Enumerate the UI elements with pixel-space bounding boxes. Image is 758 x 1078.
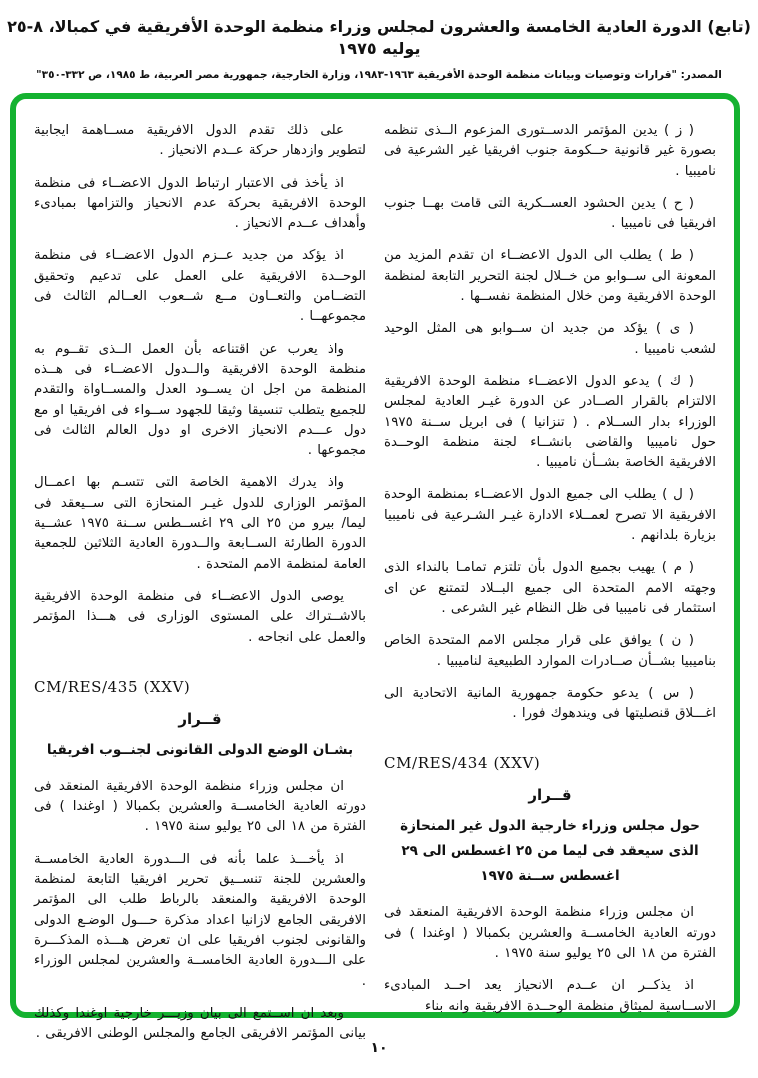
resolution-code: CM/RES/435 (XXV) (34, 677, 191, 696)
resolution-heading: قــرار (178, 709, 222, 728)
resolution-title (384, 814, 716, 889)
paragraph: ( ى ) يؤكد من جديد ان ســوابو هى المثل الوحيد لشعب ناميبيا . (384, 321, 716, 357)
header-title: (تابع) الدورة العادية الخامسة والعشرون لمجلس وزراء منظمة الوحدة الأفريقية في كمبالا، ٨-٢٥ يوليه ١٩٧٥ (7, 17, 751, 58)
paragraph: واذ يعرب عن اقتناعه بأن العمل الــذى تقــوم به منظمة الوحدة الافريقية والــدول الاعضــاء فى هــذه المنظمة من اجل ان يســود العدل والمســاواة والتقدم للجميع يتطلب تنسيقا وثيقا للجهود ســواء فى افريقيا او مع دول عـــدم الانحياز الاخرى او دول العالم الثالث فى مجموعها . (34, 341, 366, 459)
paragraph: ( ح ) يدين الحشود العســكرية التى قامت بهــا جنوب افريقيا فى ناميبيا . (384, 195, 716, 232)
paragraph: اذ يأخـــذ علما بأنه فى الـــدورة العادية الخامســة والعشرين للجنة تنســيق تحرير افريقيا التابعة لمنظمة الوحدة الافريقية والمنعقد بالرباط طلب الى المؤتمر الافريقى الجامع لازانيا اعداد مذكرة حـــول الوضـع الدولى والقانونى لجنوب افريقيا على ان تعرض هـــذه المذكـــرة على الـــدورة العادية الخامســة والعشرين لمجلس الوزراء . (34, 851, 366, 989)
header-source: المصدر: "قرارات وتوصيات وبيانات منظمة الوحدة الأفريقية ١٩٦٣-١٩٨٣، وزارة الخارجية، جمهورية مصر العربية، ط ١٩٨٥، ص ٣٣٢-٣٥٠" (36, 69, 722, 81)
paragraph: على ذلك تقدم الدول الافريقية مســاهمة ايجابية لتطوير وازدهار حركة عــدم الانحياز . (34, 123, 366, 159)
paragraph: اذ يأخذ فى الاعتبار ارتباط الدول الاعضــاء فى منظمة الوحدة الافريقية بحركة عدم الانحياز والتزامها بمبادىء وأهداف عــدم الانحياز . (34, 175, 366, 232)
paragraph: ( ن ) يوافق على قرار مجلس الامم المتحدة الخاص بناميبيا بشــأن صــادرات الموارد الطبيعية لناميبيا . (384, 633, 716, 669)
paragraph: ( ز ) يدين المؤتمر الدســتورى المزعوم الــذى تنظمه بصورة غير قانونية حــكومة جنوب افريقيا غير الشرعية فى ناميبيا . (384, 123, 716, 179)
green-border-frame (10, 93, 740, 1042)
paragraph: ( ط ) يطلب الى الدول الاعضــاء ان تقدم المزيد من المعونة الى ســوابو من خــلال لجنة التحرير التابعة لمنظمة الوحدة الافريقية ومن خلال المنظمة نفســها . (384, 248, 716, 305)
paragraph: يوصى الدول الاعضــاء فى منظمة الوحدة الافريقية بالاشــتراك على المستوى الوزارى فى هـــذا المؤتمر والعمل على انجاحه . (34, 588, 366, 645)
page-number: ١٠ (370, 1040, 388, 1056)
paragraph: اذ يؤكد من جديد عــزم الدول الاعضــاء فى منظمة الوحــدة الافريقية على العمل على تدعيم وتحقيق التضــامن والتعــاون مــع شــعوب العــالم الثالث فى مجموعهــا . (34, 248, 366, 325)
paragraph: ان مجلس وزراء منظمة الوحدة الافريقية المنعقد فى دورته العادية الخامســة والعشرين بكمبالا ( اوغندا ) فى الفترة من ١٨ الى ٢٥ يوليو سنة ١٩٧٥ . (34, 778, 366, 835)
paragraph: وبعد ان اســتمع الى بيان وزيـــر خارجية اوغندا وكذلك بيانى المؤتمر الافريقى الجامع والمجلس الوطنى الافريقى . (34, 1005, 366, 1042)
paragraph: ان مجلس وزراء منظمة الوحدة الافريقية المنعقد فى دورته العادية الخامســة والعشرين بكمبالا ( اوغندا ) فى الفترة من ١٨ الى ٢٥ يوليو سنة ١٩٧٥ . (384, 905, 716, 962)
paragraph: ( ك ) يدعو الدول الاعضــاء منظمة الوحدة الافريقية الالتزام بالقرار الصــادر عن الدورة غيـر العادية لمجلس الوزراء بدار الســلام . ( تنزانيا ) فى ابريل ســنة ١٩٧٥ حول ناميبيا والقاضى بانشــاء لجنة منظمة الوحــدة الافريقية الخاصة بشــأن ناميبيا . (384, 373, 716, 471)
resolution-code: CM/RES/434 (XXV) (384, 754, 541, 773)
two-column-layout (30, 121, 716, 1042)
paragraph: ( س ) يدعو حكومة جمهورية المانية الاتحادية الى اغـــلاق قنصليتها فى ويندهوك فورا . (384, 685, 716, 722)
paragraph: اذ يذكــر ان عــدم الانحياز يعد احــد المبادىء الاســاسية لميثاق منظمة الوحــدة الافريقية وانه بناء (384, 978, 716, 1014)
resolution-heading: قــرار (528, 786, 572, 805)
resolution-title-line: حول مجلس وزراء خارجية الدول غير المنحازة (400, 818, 700, 835)
resolution-title-line: الذى سيعقد فى ليما من ٢٥ اغسطس الى ٢٩ (401, 843, 699, 860)
paragraph: ( ل ) يطلب الى جميع الدول الاعضــاء بمنظمة الوحدة الافريقية الا تصرح لعمــلاء الادارة غيـر الشـرعية فى ناميبيا بزيارة بلدانهم . (384, 487, 716, 544)
right-column (384, 121, 716, 1014)
resolution-title: بشـان الوضع الدولى القانونى لجنــوب افريقيا (46, 741, 354, 758)
resolution-title-line: اغسطس ســنة ١٩٧٥ (480, 868, 620, 885)
page-header (6, 16, 752, 82)
paragraph: ( م ) يهيب بجميع الدول بأن تلتزم تمامـا بالنداء الذى وجهته الامم المتحدة الى جميع البــلاد لتمتنع عن اى استثمار فى ناميبيا فى ظل النظام غير الشرعى . (384, 560, 716, 616)
paragraph: واذ يدرك الاهمية الخاصة التى تتسـم بها اعمــال المؤتمر الوزارى للدول غيـر المنحازة التى ســيعقد فى ليما/ بيرو من ٢٥ الى ٢٩ اغســطس ســنة ١٩٧٥ عشــية الدورة الطارئة الســابعة والــدورة العادية الثلاثين للجمعية العامة لمنظمة الامم المتحدة . (34, 475, 366, 572)
left-column (34, 121, 366, 1042)
